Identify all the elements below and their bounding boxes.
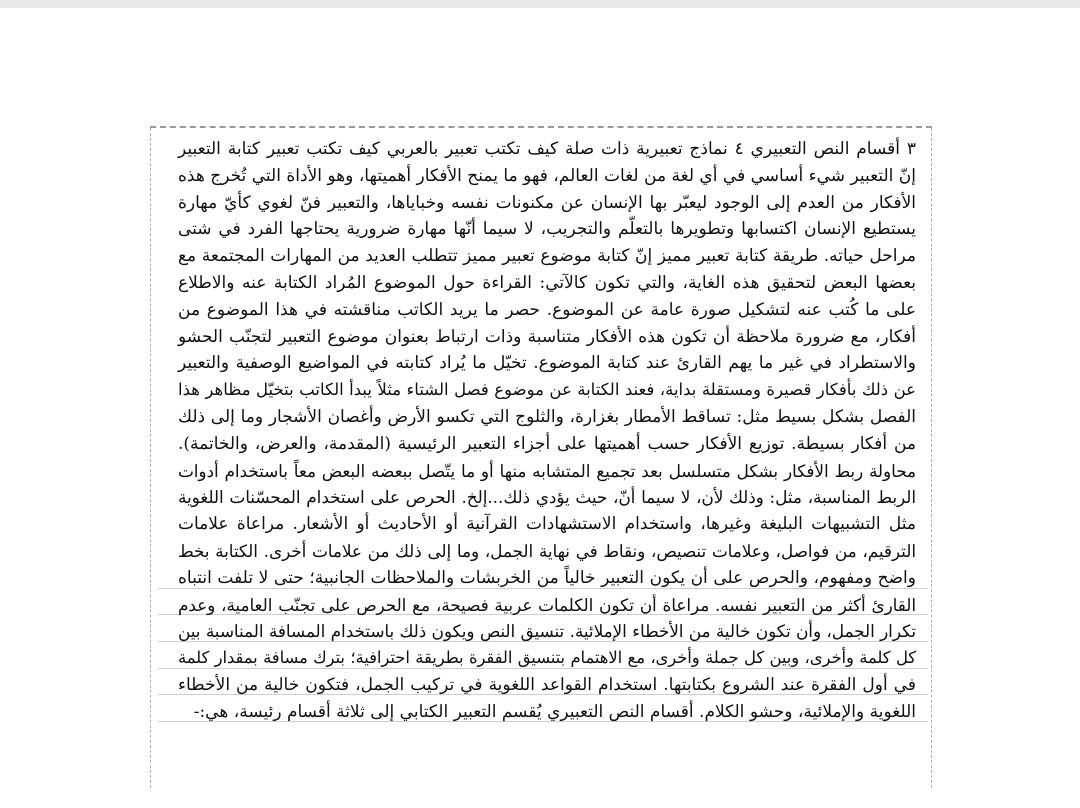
text-line: الأفكار من العدم إلى الوجود ليعبّر بها الإنسان عن مكنونات نفسه وخباياها، والتعبير فنّ لغوي كأيّ مهارة [178, 192, 916, 213]
text-line: مثل التشبيهات البليغة وغيرها، واستخدام الاستشهادات القرآنية أو الأحاديث أو الأشعار. مراعاة علامات [178, 514, 916, 535]
text-line: إنّ التعبير شيء أساسي في أي لغة من لغات العالم، فهو ما يمنح الأفكار أهميتها، وهو الأداة التي تُخرج هذه [178, 165, 916, 186]
text-line: والاستطراد في غير ما يهم القارئ عند كتابة الموضوع. تخيّل ما يُراد كتابته في المواضيع الوصفية والتعبير [178, 353, 916, 374]
text-line: واضح ومفهوم، والحرص على أن يكون التعبير خالياً من الخربشات والملاحظات الجانبية؛ حتى لا تلفت انتباه [178, 567, 916, 588]
text-line: القارئ أكثر من التعبير نفسه. مراعاة أن تكون الكلمات عربية فصيحة، مع الحرص على تجنّب العامية، وعدم [178, 594, 916, 615]
text-line: في أول الفقرة عند الشروع بكتابتها. استخدام القواعد اللغوية في تركيب الجمل، فتكون خالية من الأخطاء [178, 674, 916, 695]
text-line: عن ذلك بأفكار قصيرة ومستقلة بداية، فعند الكتابة عن موضوع فصل الشتاء مثلاً يبدأ الكاتب بتخيّل مظاهر هذا [178, 380, 916, 400]
left-margin-guide [150, 128, 151, 788]
text-line: يستطيع الإنسان اكتسابها وتطويرها بالتعلّم والتجريب، لا سيما أنّها مهارة ضرورية يحتاجها الفرد في شتى [178, 219, 916, 240]
text-line: الربط المناسبة، مثل: وذلك لأن، لا سيما أنّ، حيث يؤدي ذلك...إلخ. الحرص على استخدام المحسّنات اللغوية [178, 487, 916, 508]
text-line: كل كلمة وأخرى، وبين كل جملة وأخرى، مع الاهتمام بتنسيق الفقرة بطريقة احترافية؛ بترك مسافة بمقدار كلمة [178, 648, 916, 668]
text-line: محاولة ربط الأفكار بشكل متسلسل بعد تجميع المتشابه منها أو ما يتّصل ببعضه البعض معاً باستخدام أدوات [178, 460, 916, 481]
text-line: اللغوية والإملائية، وحشو الكلام. أقسام النص التعبيري يُقسم التعبير الكتابي إلى ثلاثة أقسام رئيسة، هي:- [193, 701, 916, 722]
text-line: الترقيم، من فواصل، وعلامات تنصيص، ونقاط في نهاية الجمل، وما إلى ذلك من علامات أخرى. الكتابة بخط [178, 540, 916, 561]
text-line: تكرار الجمل، وأن تكون خالية من الأخطاء الإملائية. تنسيق النص ويكون ذلك باستخدام المسافة المناسبة بين [178, 621, 916, 642]
text-line: ٣ أقسام النص التعبيري ٤ نماذج تعبيرية ذات صلة كيف تكتب تعبير بالعربي كيف تكتب تعبير كتابة التعبير [178, 139, 916, 159]
text-line: مراحل حياته. طريقة كتابة تعبير مميز إنّ كتابة موضوع تعبير مميز تتطلب العديد من المهارات المجتمعة مع [178, 246, 916, 267]
document-body-text[interactable] [178, 136, 916, 726]
text-line: من أفكار بسيطة. توزيع الأفكار حسب أهميتها على أجزاء التعبير الرئيسية (المقدمة، والعرض، والخاتمة). [178, 433, 916, 454]
text-line: الفصل بشكل بسيط مثل: تساقط الأمطار بغزارة، والثلوج التي تكسو الأرض وأغصان الأشجار وما إلى ذلك [178, 406, 916, 427]
text-line: على ما كُتب عنه لتشكيل صورة عامة عن الموضوع. حصر ما يريد الكاتب مناقشته في هذا الموضوع من [178, 299, 916, 320]
window-top-bar [0, 0, 1080, 8]
text-line: بعضها البعض لتحقيق هذه الغاية، والتي تكون كالآتي: القراءة حول الموضوع المُراد الكتابة عنه والاطلاع [178, 272, 916, 293]
text-line: أفكار، مع ضرورة ملاحظة أن تكون هذه الأفكار متناسبة وذات ارتباط بعنوان موضوع التعبير لتجنّب الحشو [178, 326, 916, 347]
right-margin-guide [931, 128, 932, 788]
